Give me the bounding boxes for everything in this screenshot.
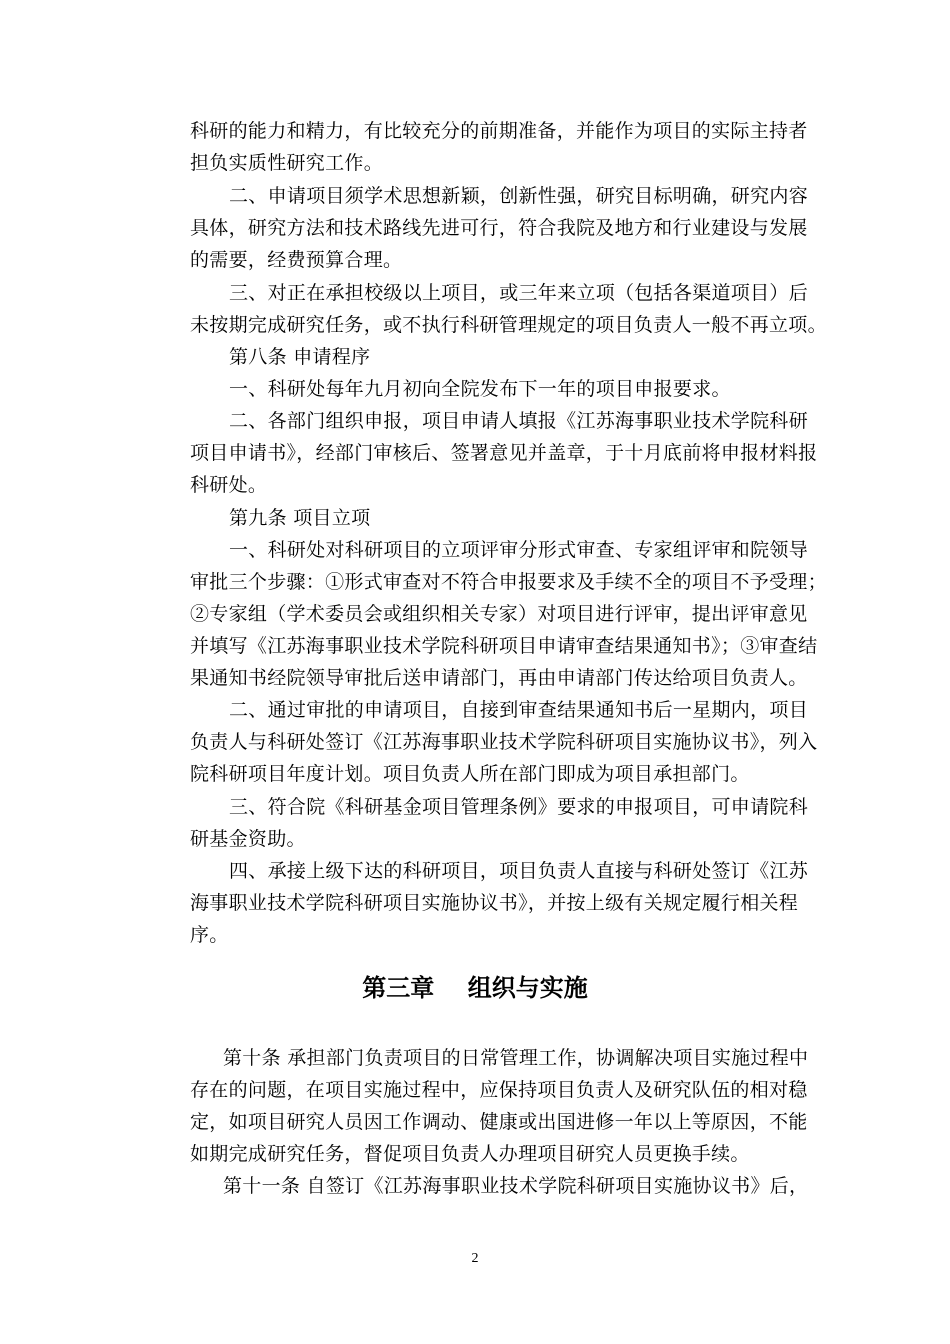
text-line: 负责人与科研处签订《江苏海事职业技术学院科研项目实施协议书》，列入 [190, 731, 818, 753]
text-line: 院科研项目年度计划。项目负责人所在部门即成为项目承担部门。 [190, 763, 750, 785]
article-heading: 第九条 项目立项 [229, 507, 371, 529]
text-line: 如期完成研究任务，督促项目负责人办理项目研究人员更换手续。 [190, 1143, 750, 1165]
text-line: 二、各部门组织申报，项目申请人填报《江苏海事职业技术学院科研 [229, 410, 809, 432]
chapter-title: 第三章 组织与实施 [362, 974, 588, 1002]
text-line: 具体，研究方法和技术路线先进可行，符合我院及地方和行业建设与发展 [190, 217, 808, 239]
text-line: 三、符合院《科研基金项目管理条例》要求的申报项目，可申请院科 [229, 796, 809, 818]
text-line: 科研处。 [190, 474, 268, 496]
text-line: 未按期完成研究任务，或不执行科研管理规定的项目负责人一般不再立项。 [190, 314, 827, 336]
text-line: 四、承接上级下达的科研项目，项目负责人直接与科研处签订《江苏 [229, 860, 809, 882]
text-line: 二、申请项目须学术思想新颖，创新性强，研究目标明确，研究内容 [229, 185, 809, 207]
article-heading: 第十一条 自签订《江苏海事职业技术学院科研项目实施协议书》后， [223, 1175, 809, 1197]
text-line: 审批三个步骤：①形式审查对不符合申报要求及手续不全的项目不予受理； [190, 571, 827, 593]
text-line: 果通知书经院领导审批后送申请部门，再由申请部门传达给项目负责人。 [190, 667, 808, 689]
text-line: 的需要，经费预算合理。 [190, 249, 403, 271]
text-line: 担负实质性研究工作。 [190, 152, 384, 174]
text-line: 项目申请书》，经部门审核后、签署意见并盖章，于十月底前将申报材料报 [190, 442, 818, 464]
text-line: 定，如项目研究人员因工作调动、健康或出国进修一年以上等原因，不能 [190, 1111, 808, 1133]
article-heading: 第八条 申请程序 [229, 346, 371, 368]
text-line: 研基金资助。 [190, 828, 306, 850]
text-line: ②专家组（学术委员会或组织相关专家）对项目进行评审，提出评审意见 [190, 603, 808, 625]
text-line: 一、科研处每年九月初向全院发布下一年的项目申报要求。 [229, 378, 731, 400]
text-line: 科研的能力和精力，有比较充分的前期准备，并能作为项目的实际主持者 [190, 120, 808, 142]
article-heading: 第十条 承担部门负责项目的日常管理工作，协调解决项目实施过程中 [223, 1047, 809, 1069]
text-line: 三、对正在承担校级以上项目，或三年来立项（包括各渠道项目）后 [229, 282, 809, 304]
text-line: 存在的问题，在项目实施过程中，应保持项目负责人及研究队伍的相对稳 [190, 1079, 808, 1101]
text-line: 并填写《江苏海事职业技术学院科研项目申请审查结果通知书》；③审查结 [190, 635, 818, 657]
text-line: 序。 [190, 924, 229, 946]
text-line: 海事职业技术学院科研项目实施协议书》，并按上级有关规定履行相关程 [190, 892, 799, 914]
page-number: 2 [471, 1251, 479, 1266]
text-line: 一、科研处对科研项目的立项评审分形式审查、专家组评审和院领导 [229, 539, 809, 561]
text-line: 二、通过审批的申请项目，自接到审查结果通知书后一星期内，项目 [229, 699, 809, 721]
